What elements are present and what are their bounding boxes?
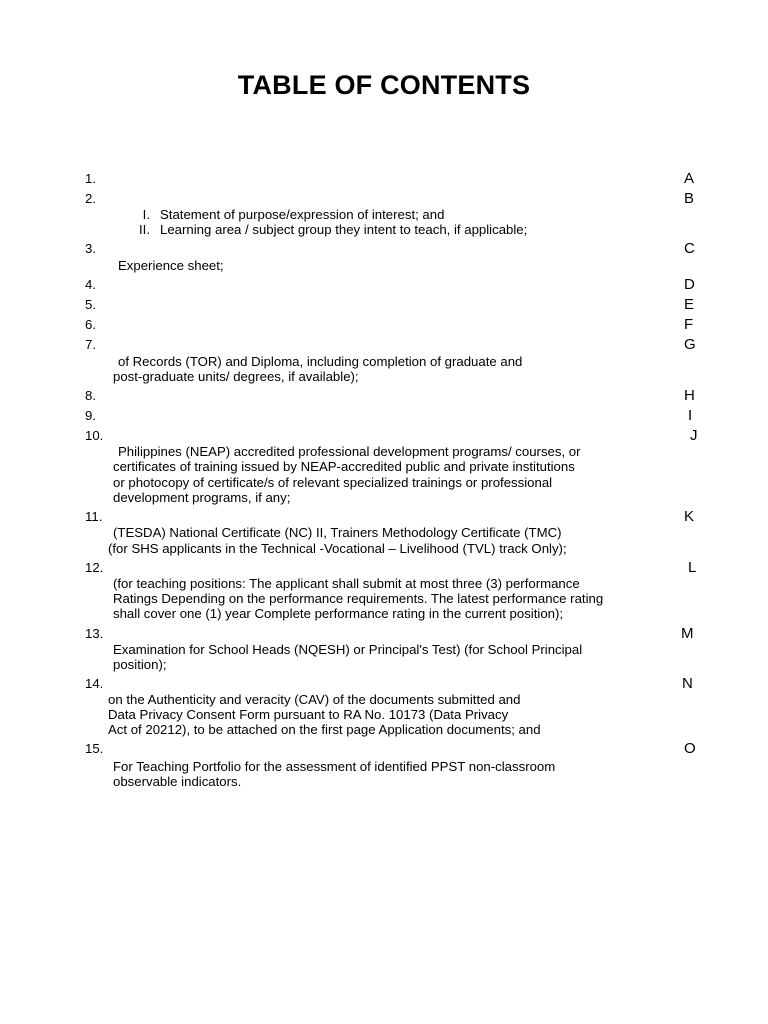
entry-continuation: Philippines (NEAP) accredited professional development programs/ courses, or (118, 444, 581, 459)
entry-continuation: Act of 20212), to be attached on the first page Application documents; and (108, 722, 541, 737)
entry-letter: G (684, 336, 696, 353)
entry-continuation: Ratings Depending on the performance requirements. The latest performance rating (113, 591, 604, 606)
entry-letter: N (682, 675, 693, 692)
entry-letter: I (688, 407, 693, 424)
document-page: TABLE OF CONTENTS 1. A 2. B I. Statement of purpose/expression of interest; and II. Learning area / subject group they intent to teach, if applicable; 3. C Experience sheet; 4. D 5. E 6. F 7. G of Records (TOR) and Diploma, including completion of graduate and post-graduate units/ degrees, if available); 8. H 9. I 10. J Philippines (NEAP) accredited professional development programs/ courses, or certificates of training issued by NEAP-accredited public and private institutions or photocopy of certificate/s of relevant specialized trainings or professional development programs, if any; 11. K (TESDA) National Certificate (NC) II, Trainers Methodology Certificate (TMC) (for SHS applicants in the Technical -Vocational – Livelihood (TVL) track Only); 12. L (for teaching positions: The applicant shall submit at most three (3) performance Ratings Depending on the performance requirements. The latest performance rating shall cover one (1) year Complete performance rating in the current position); 13. M Examination for School Heads (NQESH) or Principal's Test) (for School Principal position); 14. N on the Authenticity and veracity (CAV) of the documents submitted and Data Privacy Consent Form pursuant to RA No. 10173 (Data Privacy Act of 20212), to be attached on the first page Application documents; and 15. O For Teaching Portfolio for the assessment of identified PPST non-classroom observable indicators. (0, 0, 768, 1024)
entry-letter: B (684, 190, 695, 207)
entry-continuation: of Records (TOR) and Diploma, including completion of graduate and (118, 354, 523, 369)
entry-continuation: Data Privacy Consent Form pursuant to RA No. 10173 (Data Privacy (108, 707, 509, 722)
entry-letter: H (684, 387, 695, 404)
entry-continuation: post-graduate units/ degrees, if available); (113, 369, 359, 384)
entry-letter: E (684, 296, 695, 313)
entry-continuation: position); (113, 657, 167, 672)
entry-letter: J (690, 427, 698, 444)
entry-continuation: (for SHS applicants in the Technical -Vocational – Livelihood (TVL) track Only); (108, 541, 567, 556)
entry-continuation: Experience sheet; (118, 258, 224, 273)
entry-continuation: Examination for School Heads (NQESH) or Principal's Test) (for School Principal (113, 642, 583, 657)
entry-letter: M (681, 625, 694, 642)
entry-continuation: observable indicators. (113, 774, 242, 789)
entry-letter: L (688, 559, 697, 576)
entry-continuation: (TESDA) National Certificate (NC) II, Trainers Methodology Certificate (TMC) (113, 525, 562, 540)
entry-continuation: development programs, if any; (113, 490, 291, 505)
entry-letter: K (684, 508, 695, 525)
entry-continuation: shall cover one (1) year Complete performance rating in the current position); (113, 606, 564, 621)
entry-continuation: (for teaching positions: The applicant shall submit at most three (3) performance (113, 576, 580, 591)
entry-letter: D (684, 276, 695, 293)
entry-letter: O (684, 740, 696, 757)
entry-continuation: on the Authenticity and veracity (CAV) of the documents submitted and (108, 692, 521, 707)
entry-continuation: or photocopy of certificate/s of relevant specialized trainings or professional (113, 475, 553, 490)
entry-continuation: For Teaching Portfolio for the assessment of identified PPST non-classroom (113, 759, 556, 774)
page-title: TABLE OF CONTENTS (237, 70, 531, 100)
entry-continuation: certificates of training issued by NEAP-accredited public and private institutions (113, 459, 575, 474)
entry-letter: C (684, 240, 695, 257)
entry-letter: A (684, 170, 695, 187)
entry-letter: F (684, 316, 694, 333)
